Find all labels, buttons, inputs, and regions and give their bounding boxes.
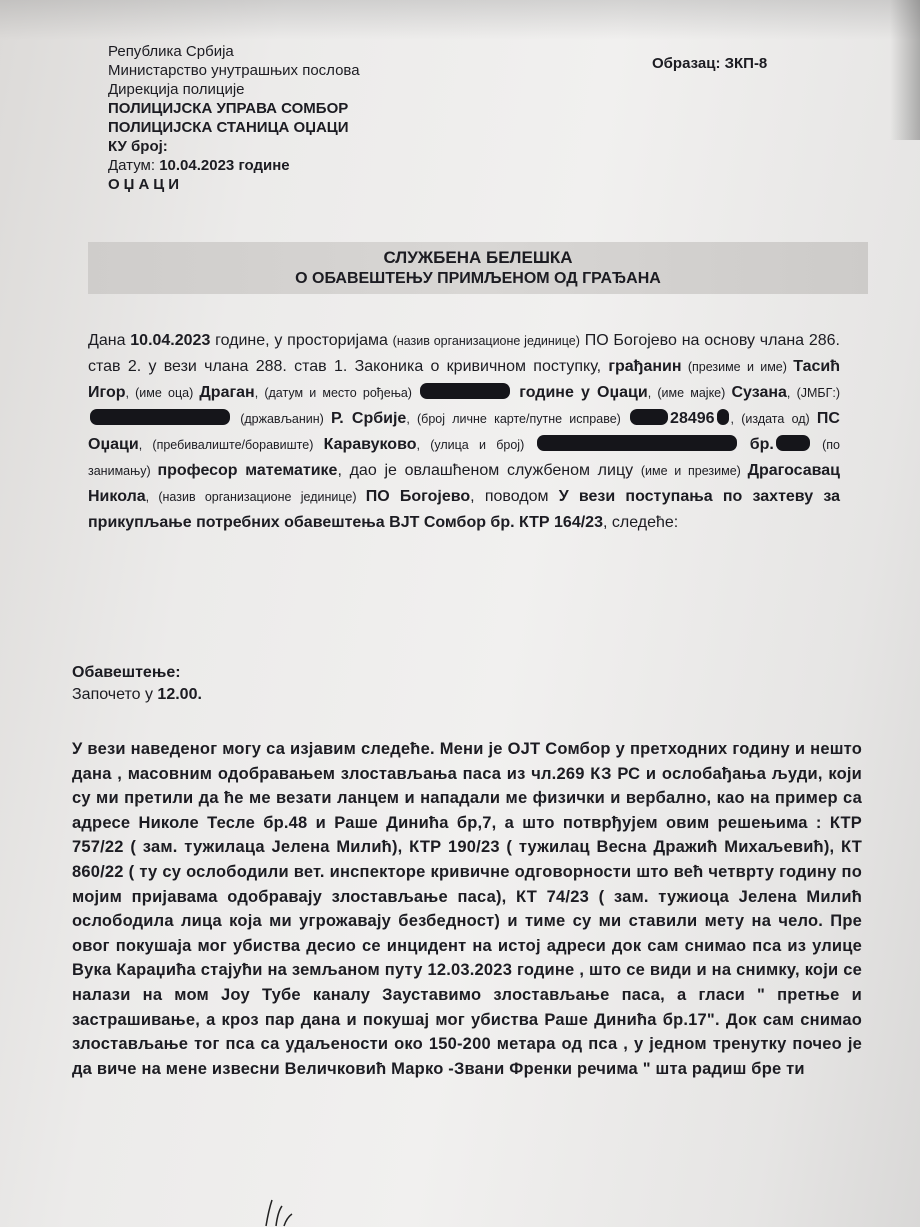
redaction-mark [717, 409, 729, 425]
start-time-line [72, 684, 202, 706]
header-line-ministry: Министарство унутрашњих послова [108, 62, 360, 79]
officer-name: Драгосавац Никола [88, 462, 840, 505]
field-hint: , (ЈМБГ:) [786, 386, 840, 400]
redaction-mark [630, 409, 668, 425]
start-label: Започето у [72, 686, 158, 703]
body-text: на основу члана 286. став 2. у вези члана 288. став 1. Законика о кривичном поступку, [88, 332, 840, 375]
notice-block [72, 662, 202, 706]
body-text: , поводом [470, 488, 559, 505]
birth-place: године у Оџаци [512, 384, 648, 401]
field-hint: , (пребивалиште/боравиште) [138, 438, 324, 452]
header-line-police-station: ПОЛИЦИЈСКА СТАНИЦА ОЏАЦИ [108, 119, 349, 136]
start-time: 12.00. [157, 686, 202, 703]
date-label: Датум: [108, 157, 156, 174]
document-subtitle: О ОБАВЕШТЕЊУ ПРИМЉЕНОМ ОД ГРАЂАНА [295, 270, 661, 287]
redaction-mark [420, 383, 510, 399]
field-hint: , (име мајке) [647, 386, 732, 400]
citizen-name: Тасић Игор [88, 358, 841, 401]
citizenship: Р. Србије [331, 410, 407, 427]
id-number-partial: 28496 [670, 410, 715, 427]
body-citizen: грађанин [608, 358, 682, 375]
body-text: , дао је овлашћеном службеном лицу [337, 462, 641, 479]
date-value: 10.04.2023 године [159, 157, 290, 174]
field-hint: (презиме и име) [681, 360, 794, 374]
redaction-mark [776, 435, 810, 451]
field-hint: (име и презиме) [640, 464, 748, 478]
title-band [88, 242, 868, 294]
form-code: Образац: ЗКП-8 [652, 55, 768, 72]
redaction-mark [537, 435, 737, 451]
header-place: ОЏАЦИ [108, 176, 184, 193]
document-title: СЛУЖБЕНА БЕЛЕШКА [383, 248, 573, 267]
header-line-republic: Република Србија [108, 43, 234, 60]
document-header [108, 42, 360, 194]
field-hint: , (датум и место рођења) [254, 386, 419, 400]
handwriting-mark [262, 1196, 302, 1227]
field-hint: , (издата од) [730, 412, 817, 426]
request-reference: У вези поступања по захтеву за прикупљање потребних обавештења ВЈТ Сомбор бр. КТР 164/23 [88, 488, 840, 531]
body-date: 10.04.2023 [130, 332, 211, 349]
header-line-case-number: КУ број: [108, 138, 168, 155]
field-hint: (држављанин) [240, 412, 332, 426]
header-date-line [108, 156, 360, 175]
page-shadow [0, 0, 920, 40]
field-hint: , (назив организационе јединице) [145, 490, 366, 504]
body-org: ПО Богојево [579, 332, 677, 349]
field-hint: , (име оца) [125, 386, 200, 400]
issued-by: ПС Оџаци [88, 410, 840, 453]
field-hint: , (улица и број) [416, 438, 535, 452]
header-line-directorate: Дирекција полиције [108, 81, 245, 98]
body-text: , следеће: [602, 514, 679, 531]
field-hint: (назив организационе јединице) [392, 334, 580, 348]
father-name: Драган [199, 384, 255, 401]
notice-label: Обавештење: [72, 664, 181, 681]
officer-org: ПО Богојево [365, 488, 471, 505]
body-text: Дана [88, 332, 131, 349]
occupation: професор математике [157, 462, 338, 479]
header-line-police-department: ПОЛИЦИЈСКА УПРАВА СОМБОР [108, 100, 349, 117]
redaction-mark [90, 409, 230, 425]
field-hint: , (број личне карте/путне исправе) [406, 412, 629, 426]
number-label: бр. [749, 436, 774, 453]
page-edge-shadow [890, 0, 920, 140]
field-hint: (по занимању) [88, 438, 840, 478]
body-paragraph [88, 328, 840, 536]
mother-name: Сузана [731, 384, 787, 401]
body-text: године, у просторијама [210, 332, 393, 349]
residence: Каравуково [323, 436, 417, 453]
statement-text: У вези наведеног могу са изјавим следеће. Мени је ОЈТ Сомбор у претходних годину и нешто дана , масовним одобравањем злостављања паса из чл.269 КЗ РС и ослобађања људи, који су ми претили да ће ме везати ланцем и нападали ме физички и вербално, као на пример са адресе Николе Тесле бр.48 и Раше Динића бр,7, а што потврђујем овим решењима : КТР 757/22 ( зам. тужилаца Јелена Милић), КТР 190/23 ( тужилац Весна Дражић Михаљевић), КТ 860/22 ( ту су ослободили вет. инспекторе кривичне одговорности што већ четврту годину по мојим пријавама одобравају злостављање паса), КТ 74/23 ( зам. тужиоца Јелена Милић ослободила лица која ми угрожавају безбедност) и тиме су ми ставили мету на чело. Пре овог покушаја мог убиства десио се инцидент на истој адреси док сам снимао пса из улице Вука Караџића стајући на земљаном путу 12.03.2023 године , што се види и на снимку, који се налази на мом Јоу Тубе каналу Зауставимо злостављање паса, а гласи " претње и застрашивање, а кроз пар дана и покушај мог убиства Раше Динића бр.17". Док сам снимао злостављање тог пса са удаљености око 150-200 метара од пса , у једном тренутку почео је да виче на мене извесни Величковић Марко -Звани Френки речима " шта радиш бре ти [72, 740, 862, 1078]
